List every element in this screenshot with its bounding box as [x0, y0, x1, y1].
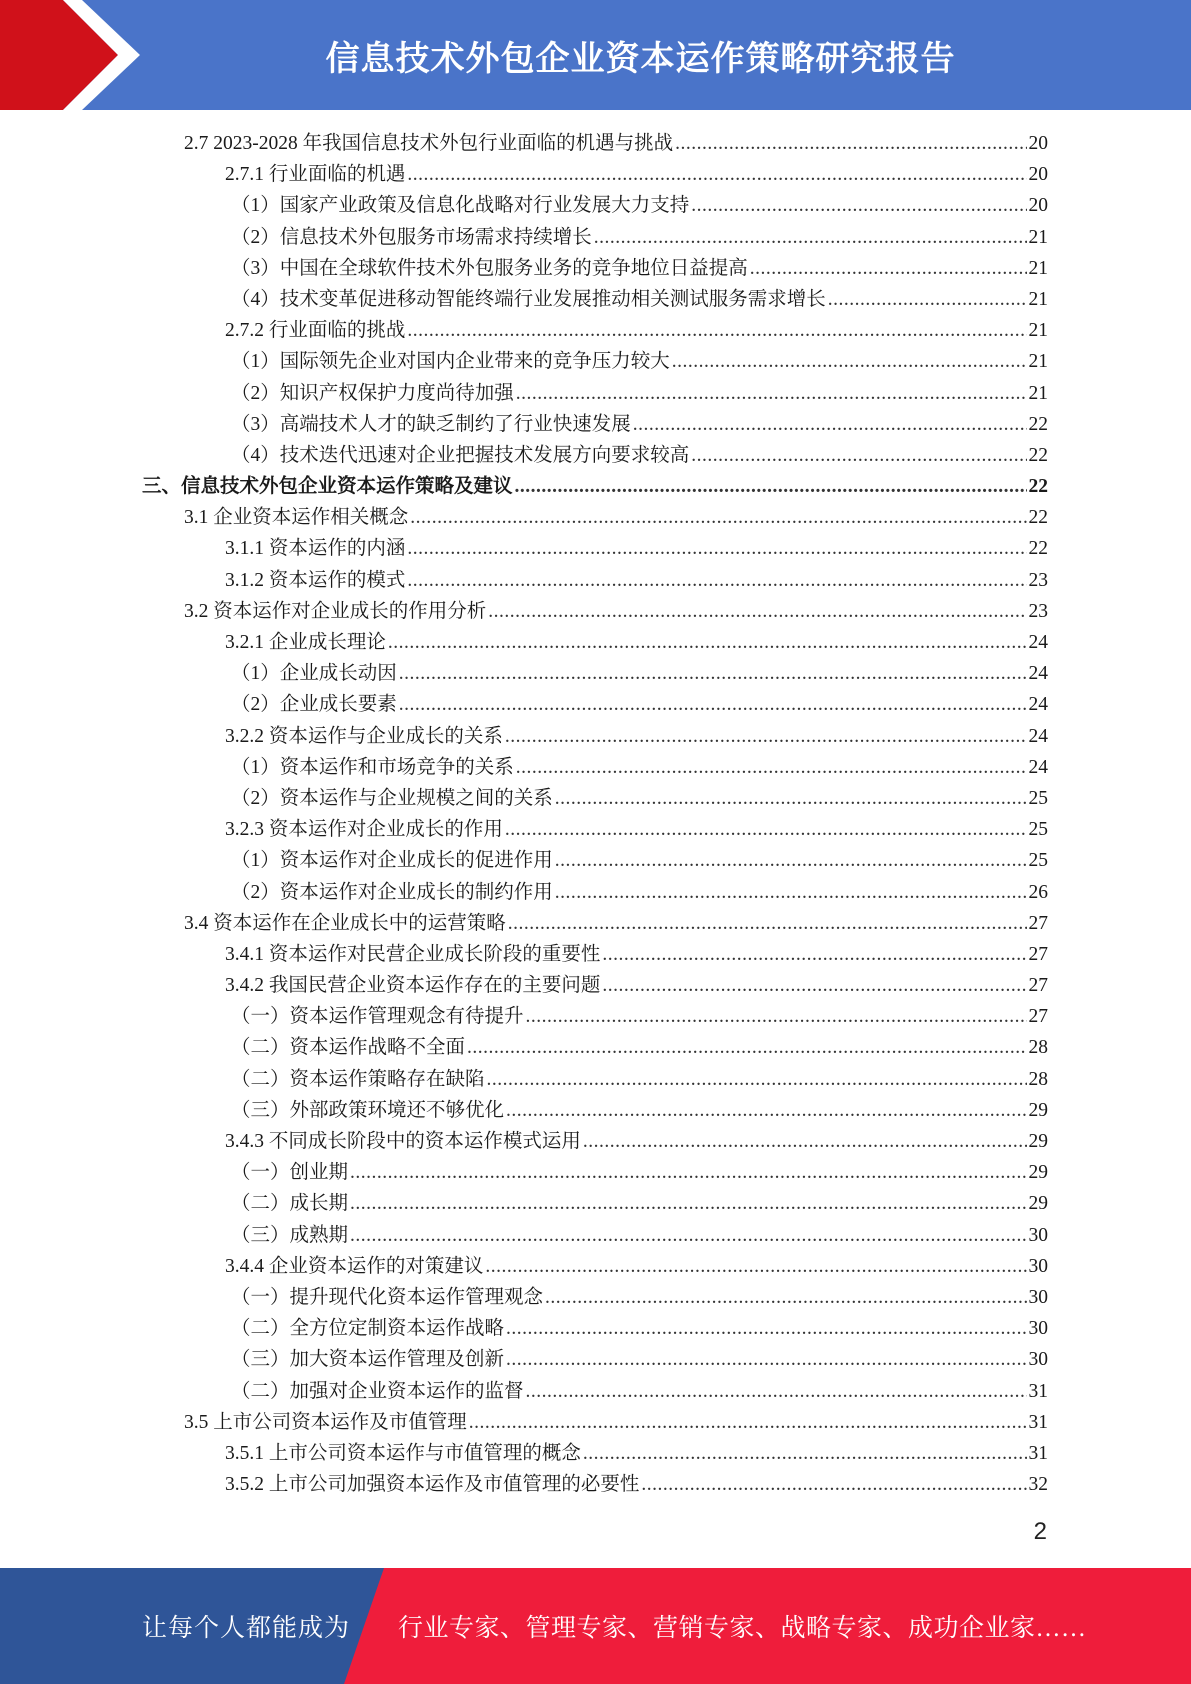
toc-entry-page: 30: [1028, 1286, 1048, 1308]
toc-entry-title: （2）信息技术外包服务市场需求持续增长: [231, 226, 592, 248]
toc-dot-leader: [399, 689, 1027, 720]
toc-dot-leader: [555, 877, 1027, 908]
toc-entry-page: 29: [1028, 1131, 1048, 1152]
toc-entry-title: （二）成长期: [231, 1193, 349, 1215]
toc-entry-title: 3.2.2 资本运作与企业成长的关系: [225, 725, 503, 747]
toc-entry-page: 30: [1028, 1224, 1048, 1246]
toc-entry-title: （2）知识产权保护力度尚待加强: [231, 382, 514, 404]
toc-dot-leader: [467, 1032, 1026, 1063]
toc-entry[interactable]: [0, 222, 1191, 253]
footer-slogan-right: 行业专家、管理专家、营销专家、战略专家、成功企业家……: [398, 1615, 1087, 1642]
toc-entry[interactable]: [0, 409, 1191, 440]
toc-entry[interactable]: [0, 1407, 1191, 1438]
toc-dot-leader: [641, 1469, 1026, 1500]
toc-entry-title: （一）资本运作管理观念有待提升: [231, 1006, 524, 1028]
toc-entry-page: 25: [1028, 850, 1048, 872]
toc-entry[interactable]: [0, 471, 1191, 502]
toc-entry[interactable]: [0, 1157, 1191, 1188]
toc-dot-leader: [505, 721, 1027, 752]
toc-entry[interactable]: [0, 658, 1191, 689]
toc-entry-page: 21: [1028, 351, 1048, 373]
toc-entry-title: 3.1.1 资本运作的内涵: [225, 538, 406, 560]
toc-entry[interactable]: [0, 596, 1191, 627]
toc-dot-leader: [583, 1126, 1027, 1157]
toc-entry[interactable]: [0, 565, 1191, 596]
toc-entry[interactable]: [0, 908, 1191, 939]
toc-entry-page: 29: [1028, 1162, 1048, 1184]
toc-entry-title: 3.4.3 不同成长阶段中的资本运作模式运用: [225, 1131, 581, 1152]
toc-entry-page: 27: [1028, 1006, 1048, 1028]
toc-entry-title: （1）国际领先企业对国内企业带来的竞争压力较大: [231, 351, 670, 373]
toc-dot-leader: [633, 409, 1027, 440]
toc-entry-title: （1）资本运作和市场竞争的关系: [231, 756, 514, 778]
toc-entry-title: （二）资本运作战略不全面: [231, 1037, 466, 1059]
toc-entry-page: 29: [1028, 1099, 1048, 1121]
toc-dot-leader: [469, 1407, 1027, 1438]
toc-entry-page: 30: [1028, 1255, 1048, 1277]
toc-entry-title: 3.4.1 资本运作对民营企业成长阶段的重要性: [225, 943, 601, 965]
toc-entry-title: （3）中国在全球软件技术外包服务业务的竞争地位日益提高: [231, 257, 748, 279]
toc-entry[interactable]: [0, 190, 1191, 221]
toc-entry[interactable]: [0, 1469, 1191, 1500]
toc-dot-leader: [350, 1157, 1026, 1188]
toc-entry-title: 3.2.1 企业成长理论: [225, 632, 386, 653]
page-number: 2: [1033, 1518, 1047, 1545]
toc-entry-page: 29: [1028, 1193, 1048, 1215]
toc-entry[interactable]: [0, 1220, 1191, 1251]
toc-entry-title: （4）技术迭代迅速对企业把握技术发展方向要求较高: [231, 444, 690, 466]
toc-entry-page: 22: [1028, 444, 1048, 466]
toc-entry-title: 2.7.1 行业面临的机遇: [225, 164, 406, 186]
toc-entry-page: 31: [1028, 1442, 1048, 1464]
toc-entry[interactable]: [0, 440, 1191, 471]
toc-entry[interactable]: [0, 1095, 1191, 1126]
toc-entry-page: 28: [1028, 1037, 1048, 1059]
toc-entry[interactable]: [0, 752, 1191, 783]
toc-entry[interactable]: [0, 721, 1191, 752]
toc-dot-leader: [388, 627, 1027, 658]
toc-entry-title: 3.5.2 上市公司加强资本运作及市值管理的必要性: [225, 1474, 640, 1496]
toc-dot-leader: [691, 190, 1026, 221]
toc-dot-leader: [505, 814, 1027, 845]
report-title: 信息技术外包企业资本运作策略研究报告: [325, 38, 956, 79]
toc-entry-page: 21: [1028, 382, 1048, 404]
toc-dot-leader: [672, 346, 1027, 377]
toc-entry-page: 23: [1028, 569, 1048, 591]
toc-entry[interactable]: [0, 877, 1191, 908]
toc-entry-page: 20: [1028, 133, 1048, 154]
toc-entry-title: （一）提升现代化资本运作管理观念: [231, 1286, 544, 1308]
toc-entry[interactable]: [0, 783, 1191, 814]
toc-dot-leader: [515, 471, 1027, 502]
toc-entry-page: 21: [1028, 320, 1048, 342]
toc-entry-page: 21: [1028, 257, 1048, 279]
toc-dot-leader: [516, 378, 1027, 409]
toc-dot-leader: [555, 845, 1027, 876]
toc-entry-title: 3.4 资本运作在企业成长中的运营策略: [184, 912, 506, 934]
toc-dot-leader: [750, 253, 1027, 284]
toc-entry[interactable]: [0, 315, 1191, 346]
toc-entry-title: 3.2.3 资本运作对企业成长的作用: [225, 819, 503, 841]
toc-dot-leader: [508, 908, 1027, 939]
toc-entry-title: （3）高端技术人才的缺乏制约了行业快速发展: [231, 413, 631, 435]
toc-entry-title: （1）资本运作对企业成长的促进作用: [231, 850, 553, 872]
toc-entry-page: 22: [1028, 538, 1048, 560]
toc-entry[interactable]: [0, 502, 1191, 533]
toc-entry-page: 30: [1028, 1318, 1048, 1340]
toc-entry[interactable]: [0, 1064, 1191, 1095]
toc-dot-leader: [410, 502, 1026, 533]
toc-entry-page: 23: [1028, 600, 1048, 622]
toc-entry-page: 20: [1028, 195, 1048, 217]
toc-entry-title: （一）创业期: [231, 1162, 349, 1184]
toc-entry[interactable]: [0, 1001, 1191, 1032]
toc-entry-page: 24: [1028, 663, 1048, 685]
toc-dot-leader: [407, 565, 1026, 596]
toc-entry-title: （4）技术变革促进移动智能终端行业发展推动相关测试服务需求增长: [231, 288, 826, 310]
toc-entry-page: 31: [1028, 1411, 1048, 1433]
toc-entry-title: （三）外部政策环境还不够优化: [231, 1099, 505, 1121]
toc-entry-title: （二）加强对企业资本运作的监督: [231, 1380, 524, 1402]
toc-entry-title: （2）资本运作与企业规模之间的关系: [231, 787, 553, 809]
toc-entry-page: 25: [1028, 819, 1048, 841]
toc-entry-page: 27: [1028, 912, 1048, 934]
header-arrow-logo: [0, 0, 150, 110]
toc-dot-leader: [828, 284, 1027, 315]
toc-entry[interactable]: [0, 1376, 1191, 1407]
toc-entry-title: 三、信息技术外包企业资本运作策略及建议: [142, 476, 513, 498]
toc-dot-leader: [675, 128, 1026, 159]
toc-dot-leader: [602, 939, 1026, 970]
toc-dot-leader: [602, 970, 1026, 1001]
toc-entry[interactable]: [0, 1126, 1191, 1157]
toc-entry-page: 31: [1028, 1380, 1048, 1402]
toc-entry-title: （2）企业成长要素: [231, 694, 397, 716]
toc-entry[interactable]: [0, 253, 1191, 284]
toc-entry-title: （三）加大资本运作管理及创新: [231, 1349, 505, 1371]
toc-entry[interactable]: [0, 284, 1191, 315]
toc-dot-leader: [407, 159, 1026, 190]
toc-entry[interactable]: [0, 128, 1191, 159]
toc-dot-leader: [506, 1344, 1026, 1375]
toc-entry[interactable]: [0, 970, 1191, 1001]
toc-dot-leader: [516, 752, 1027, 783]
toc-entry[interactable]: [0, 814, 1191, 845]
toc-entry-page: 26: [1028, 881, 1048, 903]
toc-dot-leader: [350, 1220, 1026, 1251]
toc-entry-page: 21: [1028, 226, 1048, 248]
toc-dot-leader: [407, 533, 1026, 564]
toc-entry[interactable]: [0, 1251, 1191, 1282]
toc-entry-page: 28: [1028, 1068, 1048, 1090]
toc-dot-leader: [545, 1282, 1026, 1313]
toc-entry[interactable]: [0, 845, 1191, 876]
toc-entry-title: 2.7 2023-2028 年我国信息技术外包行业面临的机遇与挑战: [184, 133, 674, 154]
toc-dot-leader: [526, 1001, 1027, 1032]
toc-entry[interactable]: [0, 627, 1191, 658]
toc-entry[interactable]: [0, 378, 1191, 409]
toc-entry-page: 24: [1028, 725, 1048, 747]
toc-dot-leader: [487, 1064, 1027, 1095]
toc-entry[interactable]: [0, 1344, 1191, 1375]
header-banner: [0, 0, 1191, 110]
toc-entry-title: 3.5.1 上市公司资本运作与市值管理的概念: [225, 1442, 581, 1464]
table-of-contents: [0, 128, 1191, 1500]
toc-entry-title: （2）资本运作对企业成长的制约作用: [231, 881, 553, 903]
toc-entry[interactable]: [0, 1188, 1191, 1219]
toc-entry[interactable]: [0, 1313, 1191, 1344]
toc-entry-title: （二）全方位定制资本运作战略: [231, 1318, 505, 1340]
toc-entry-title: 3.2 资本运作对企业成长的作用分析: [184, 600, 487, 622]
toc-dot-leader: [594, 222, 1027, 253]
toc-entry-page: 22: [1028, 413, 1048, 435]
toc-dot-leader: [506, 1313, 1026, 1344]
toc-dot-leader: [488, 596, 1026, 627]
toc-entry[interactable]: [0, 346, 1191, 377]
toc-entry-page: 24: [1028, 694, 1048, 716]
toc-entry-page: 25: [1028, 787, 1048, 809]
toc-entry-title: 3.1 企业资本运作相关概念: [184, 507, 409, 529]
toc-entry-title: （1）国家产业政策及信息化战略对行业发展大力支持: [231, 195, 690, 217]
toc-entry-page: 30: [1028, 1349, 1048, 1371]
toc-entry-page: 27: [1028, 943, 1048, 965]
toc-entry[interactable]: [0, 1282, 1191, 1313]
toc-dot-leader: [350, 1188, 1026, 1219]
toc-entry-title: 3.5 上市公司资本运作及市值管理: [184, 1411, 467, 1433]
toc-entry-title: （1）企业成长动因: [231, 663, 397, 685]
toc-entry-title: 3.1.2 资本运作的模式: [225, 569, 406, 591]
toc-entry-title: 2.7.2 行业面临的挑战: [225, 320, 406, 342]
toc-entry-title: 3.4.2 我国民营企业资本运作存在的主要问题: [225, 975, 601, 997]
toc-entry-title: 3.4.4 企业资本运作的对策建议: [225, 1255, 484, 1277]
toc-dot-leader: [399, 658, 1027, 689]
toc-entry-page: 24: [1028, 632, 1048, 653]
toc-entry-page: 22: [1028, 507, 1048, 529]
toc-entry-title: （二）资本运作策略存在缺陷: [231, 1068, 485, 1090]
toc-entry[interactable]: [0, 1438, 1191, 1469]
toc-entry[interactable]: [0, 159, 1191, 190]
toc-entry-page: 32: [1028, 1474, 1048, 1496]
toc-dot-leader: [526, 1376, 1027, 1407]
toc-entry[interactable]: [0, 1032, 1191, 1063]
toc-entry-page: 20: [1028, 164, 1048, 186]
toc-entry[interactable]: [0, 689, 1191, 720]
toc-entry[interactable]: [0, 533, 1191, 564]
toc-dot-leader: [555, 783, 1027, 814]
toc-entry[interactable]: [0, 939, 1191, 970]
toc-dot-leader: [506, 1095, 1026, 1126]
toc-entry-page: 27: [1028, 975, 1048, 997]
footer-banner: [0, 1568, 1191, 1684]
footer-slogan-left: 让每个人都能成为: [142, 1615, 351, 1642]
toc-entry-page: 24: [1028, 756, 1048, 778]
toc-entry-page: 21: [1028, 288, 1048, 310]
toc-dot-leader: [583, 1438, 1027, 1469]
toc-entry-page: 22: [1028, 476, 1048, 498]
toc-dot-leader: [691, 440, 1026, 471]
toc-entry-title: （三）成熟期: [231, 1224, 349, 1246]
toc-dot-leader: [407, 315, 1026, 346]
toc-dot-leader: [485, 1251, 1026, 1282]
